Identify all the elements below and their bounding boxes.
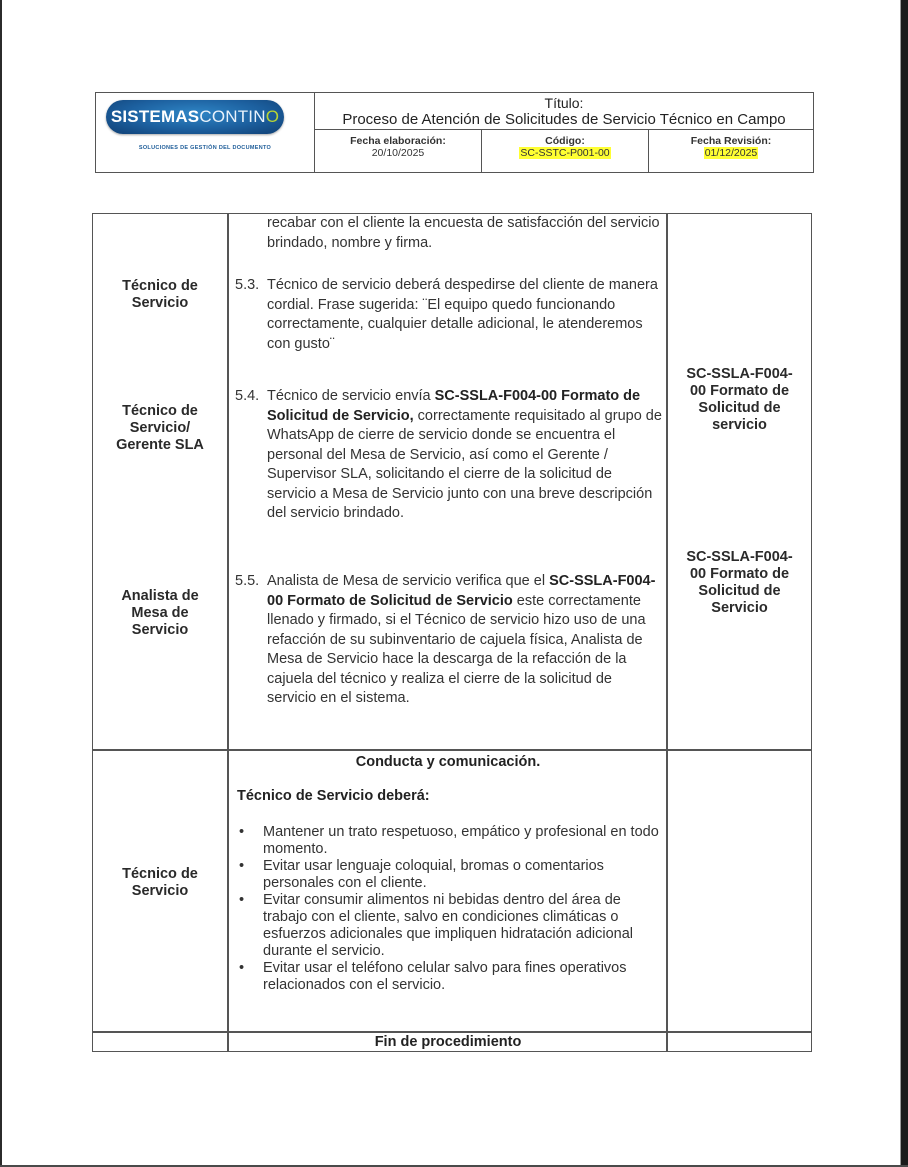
page-border-left (0, 0, 2, 1167)
responsible-tecnico-servicio-2: Técnico de Servicio (122, 866, 198, 899)
fecha-elaboracion-cell (315, 130, 482, 172)
logo-tagline: SOLUCIONES DE GESTIÓN DEL DOCUMENTO (138, 145, 272, 151)
step-text: Técnico de servicio envía SC-SSLA-F004-00 Formato de Solicitud de Servicio, correctamente requisitado al grupo de WhatsApp de cierre de servicio donde se encuentra el personal del Mesa de Servicio, así como el Gerente / Supervisor SLA, solicitando el cierre de la solicitud de servicio a Mesa de Servicio junto con una breve descripción del servicio brindado. (267, 388, 662, 521)
procedure-table (92, 213, 812, 1052)
step-text: Analista de Mesa de servicio verifica que el SC-SSLA-F004-00 Formato de Solicitud de Servicio este correctamente llenado y firmado, si el Técnico de servicio hizo uso de una refacción de su subinventario de cajuela física, Analista de Mesa de Servicio hace la descarga de la refacción de la cajuela del técnico y realiza el cierre de la solicitud de servicio en el sistema. (267, 573, 656, 706)
logo-brand-light: CONTIN (199, 107, 266, 126)
codigo-cell (482, 130, 649, 172)
step-5-5 (235, 572, 665, 709)
conduct-subheading: Técnico de Servicio deberá: (237, 788, 430, 804)
step-number: 5.5. (235, 573, 260, 589)
title-cell (315, 93, 813, 130)
responsible-tecnico-gerente: Técnico de Servicio/ Gerente SLA (116, 403, 204, 453)
title-label: Título: (544, 95, 584, 111)
step-number: 5.3. (235, 277, 260, 293)
logo-power-o-icon: O (265, 107, 280, 126)
viewer-scrollbar-track[interactable] (901, 0, 908, 1167)
document-reference-5-4: SC-SSLA-F004- 00 Formato de Solicitud de servicio (686, 366, 793, 433)
document-reference-5-5: SC-SSLA-F004- 00 Formato de Solicitud de Servicio (686, 549, 793, 616)
document-title: Proceso de Atención de Solicitudes de Servicio Técnico en Campo (342, 111, 786, 128)
step-5-3 (235, 276, 665, 354)
bullet-icon: • (239, 892, 245, 908)
bullet-icon: • (239, 960, 245, 976)
document-header-table (95, 92, 814, 173)
fecha-elaboracion-value: 20/10/2025 (371, 147, 425, 159)
end-of-procedure: Fin de procedimiento (374, 1034, 522, 1050)
responsible-tecnico-servicio-1: Técnico de Servicio (122, 278, 198, 311)
codigo-label: Código: (545, 135, 585, 147)
logo-cell (96, 93, 315, 172)
company-logo (106, 100, 284, 134)
conduct-section-title: Conducta y comunicación. (355, 754, 541, 770)
column-divider-responsible (227, 214, 229, 1051)
logo-brand-bold: SISTEMAS (110, 107, 200, 126)
conduct-bullet-list (237, 824, 667, 994)
form-reference: SC-SSLA-F004-00 Formato de Solicitud de Servicio, (267, 388, 641, 424)
fecha-elaboracion-label: Fecha elaboración: (350, 135, 446, 147)
responsible-analista-mesa: Analista de Mesa de Servicio (121, 588, 199, 638)
fecha-revision-label: Fecha Revisión: (690, 135, 772, 147)
bullet-item: • Evitar consumir alimentos ni bebidas dentro del área de trabajo con el cliente, salvo en condiciones climáticas o esfuerzos adicionales que impliquen hidratación adicional durante el servicio. (239, 892, 633, 959)
step-5-4 (235, 387, 665, 524)
bullet-icon: • (239, 824, 245, 840)
fecha-revision-value: 01/12/2025 (704, 147, 758, 159)
bullet-item: • Evitar usar el teléfono celular salvo para fines operativos relacionados con el servicio. (239, 960, 627, 993)
codigo-value: SC-SSTC-P001-00 (520, 147, 610, 159)
bullet-item: • Evitar usar lenguaje coloquial, bromas o comentarios personales con el cliente. (239, 858, 604, 891)
row-divider-conduct (93, 749, 811, 751)
row-divider-end (93, 1031, 811, 1033)
form-reference: SC-SSLA-F004-00 Formato de Solicitud de Servicio (267, 573, 656, 609)
bullet-item: • Mantener un trato respetuoso, empático y profesional en todo momento. (239, 824, 659, 857)
step-5-2-continuation: recabar con el cliente la encuesta de satisfacción del servicio brindado, nombre y firma. (267, 215, 660, 251)
step-text: Técnico de servicio deberá despedirse del cliente de manera cordial. Frase sugerida: ¨El equipo quedo funcionando correctamente, cualquier detalle adicional, le atenderemos con gusto¨ (267, 277, 658, 352)
bullet-icon: • (239, 858, 245, 874)
step-number: 5.4. (235, 388, 260, 404)
fecha-revision-cell (649, 130, 813, 172)
